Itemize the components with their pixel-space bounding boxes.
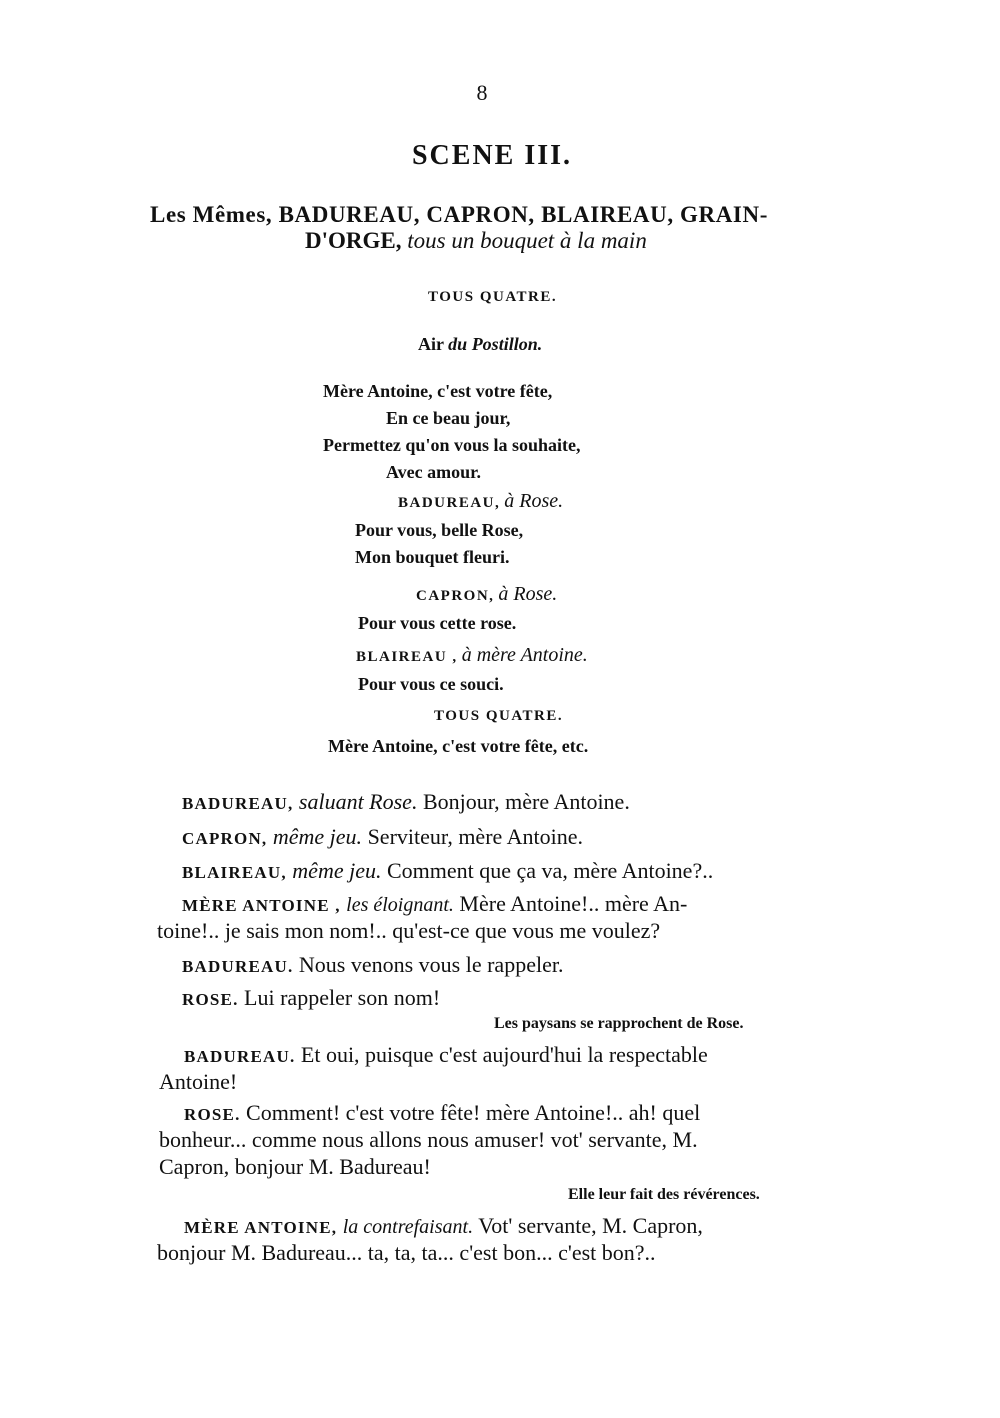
verse-line-2: En ce beau jour, (386, 408, 511, 428)
cast-line-2 (305, 228, 647, 254)
song-reprise: Mère Antoine, c'est votre fête, etc. (328, 736, 589, 756)
dialogue-line-6: ROSE. Lui rappeler son nom! (182, 985, 441, 1010)
song-capron-line: Pour vous cette rose. (358, 613, 517, 633)
dialogue-line-7-cont: Antoine! (159, 1069, 238, 1094)
song-blaireau-line: Pour vous ce souci. (358, 674, 504, 694)
stage-direction-2: Elle leur fait des révérences. (568, 1186, 760, 1203)
page-number: 8 (476, 80, 488, 105)
song-blaireau-cue: BLAIREAU , à mère Antoine. (356, 644, 588, 666)
cast-direction: tous un bouquet à la main (407, 228, 647, 253)
cast-name-grain-dorge: D'ORGE, (305, 228, 402, 253)
dialogue-line-8-cont-2: Capron, bonjour M. Badureau! (159, 1154, 431, 1179)
dialogue-line-1: BADUREAU, saluant Rose. Bonjour, mère Antoine. (182, 789, 630, 814)
dialogue-line-3: BLAIREAU, même jeu. Comment que ça va, mère Antoine?.. (182, 858, 714, 883)
cast-line-1: Les Mêmes, BADUREAU, CAPRON, BLAIREAU, GRAIN- (150, 202, 768, 227)
dialogue-line-8: ROSE. Comment! c'est votre fête! mère Antoine!.. ah! quel (184, 1100, 701, 1125)
verse-line-4: Avec amour. (386, 462, 481, 482)
dialogue-line-8-cont-1: bonheur... comme nous allons nous amuser! vot' servante, M. (159, 1127, 698, 1152)
verse-line-1: Mère Antoine, c'est votre fête, (323, 381, 553, 401)
song-air-title: Air du Postillon. (418, 334, 543, 354)
song-badureau-line-1: Pour vous, belle Rose, (355, 520, 524, 540)
song-capron-cue: CAPRON, à Rose. (416, 583, 558, 605)
stage-direction-1: Les paysans se rapprochent de Rose. (494, 1015, 744, 1032)
dialogue-line-9-cont: bonjour M. Badureau... ta, ta, ta... c'est bon... c'est bon?.. (157, 1240, 656, 1265)
dialogue-line-4-cont: toine!.. je sais mon nom!.. qu'est-ce que vous me voulez? (157, 918, 661, 943)
dialogue-line-9: MÈRE ANTOINE, la contrefaisant. Vot' servante, M. Capron, (184, 1213, 703, 1238)
dialogue-line-7: BADUREAU. Et oui, puisque c'est aujourd'hui la respectable (184, 1042, 708, 1067)
dialogue-line-5: BADUREAU. Nous venons vous le rappeler. (182, 952, 564, 977)
song-badureau-cue: BADUREAU, à Rose. (398, 490, 564, 512)
song-speaker-all-2: TOUS QUATRE. (434, 708, 564, 724)
verse-line-3: Permettez qu'on vous la souhaite, (323, 435, 581, 455)
dialogue-line-4: MÈRE ANTOINE , les éloignant. Mère Antoine!.. mère An- (182, 891, 688, 916)
song-speaker-all: TOUS QUATRE. (428, 289, 558, 305)
scene-title: SCENE III. (411, 140, 573, 171)
dialogue-line-2: CAPRON, même jeu. Serviteur, mère Antoine. (182, 824, 583, 849)
song-badureau-line-2: Mon bouquet fleuri. (355, 547, 510, 567)
